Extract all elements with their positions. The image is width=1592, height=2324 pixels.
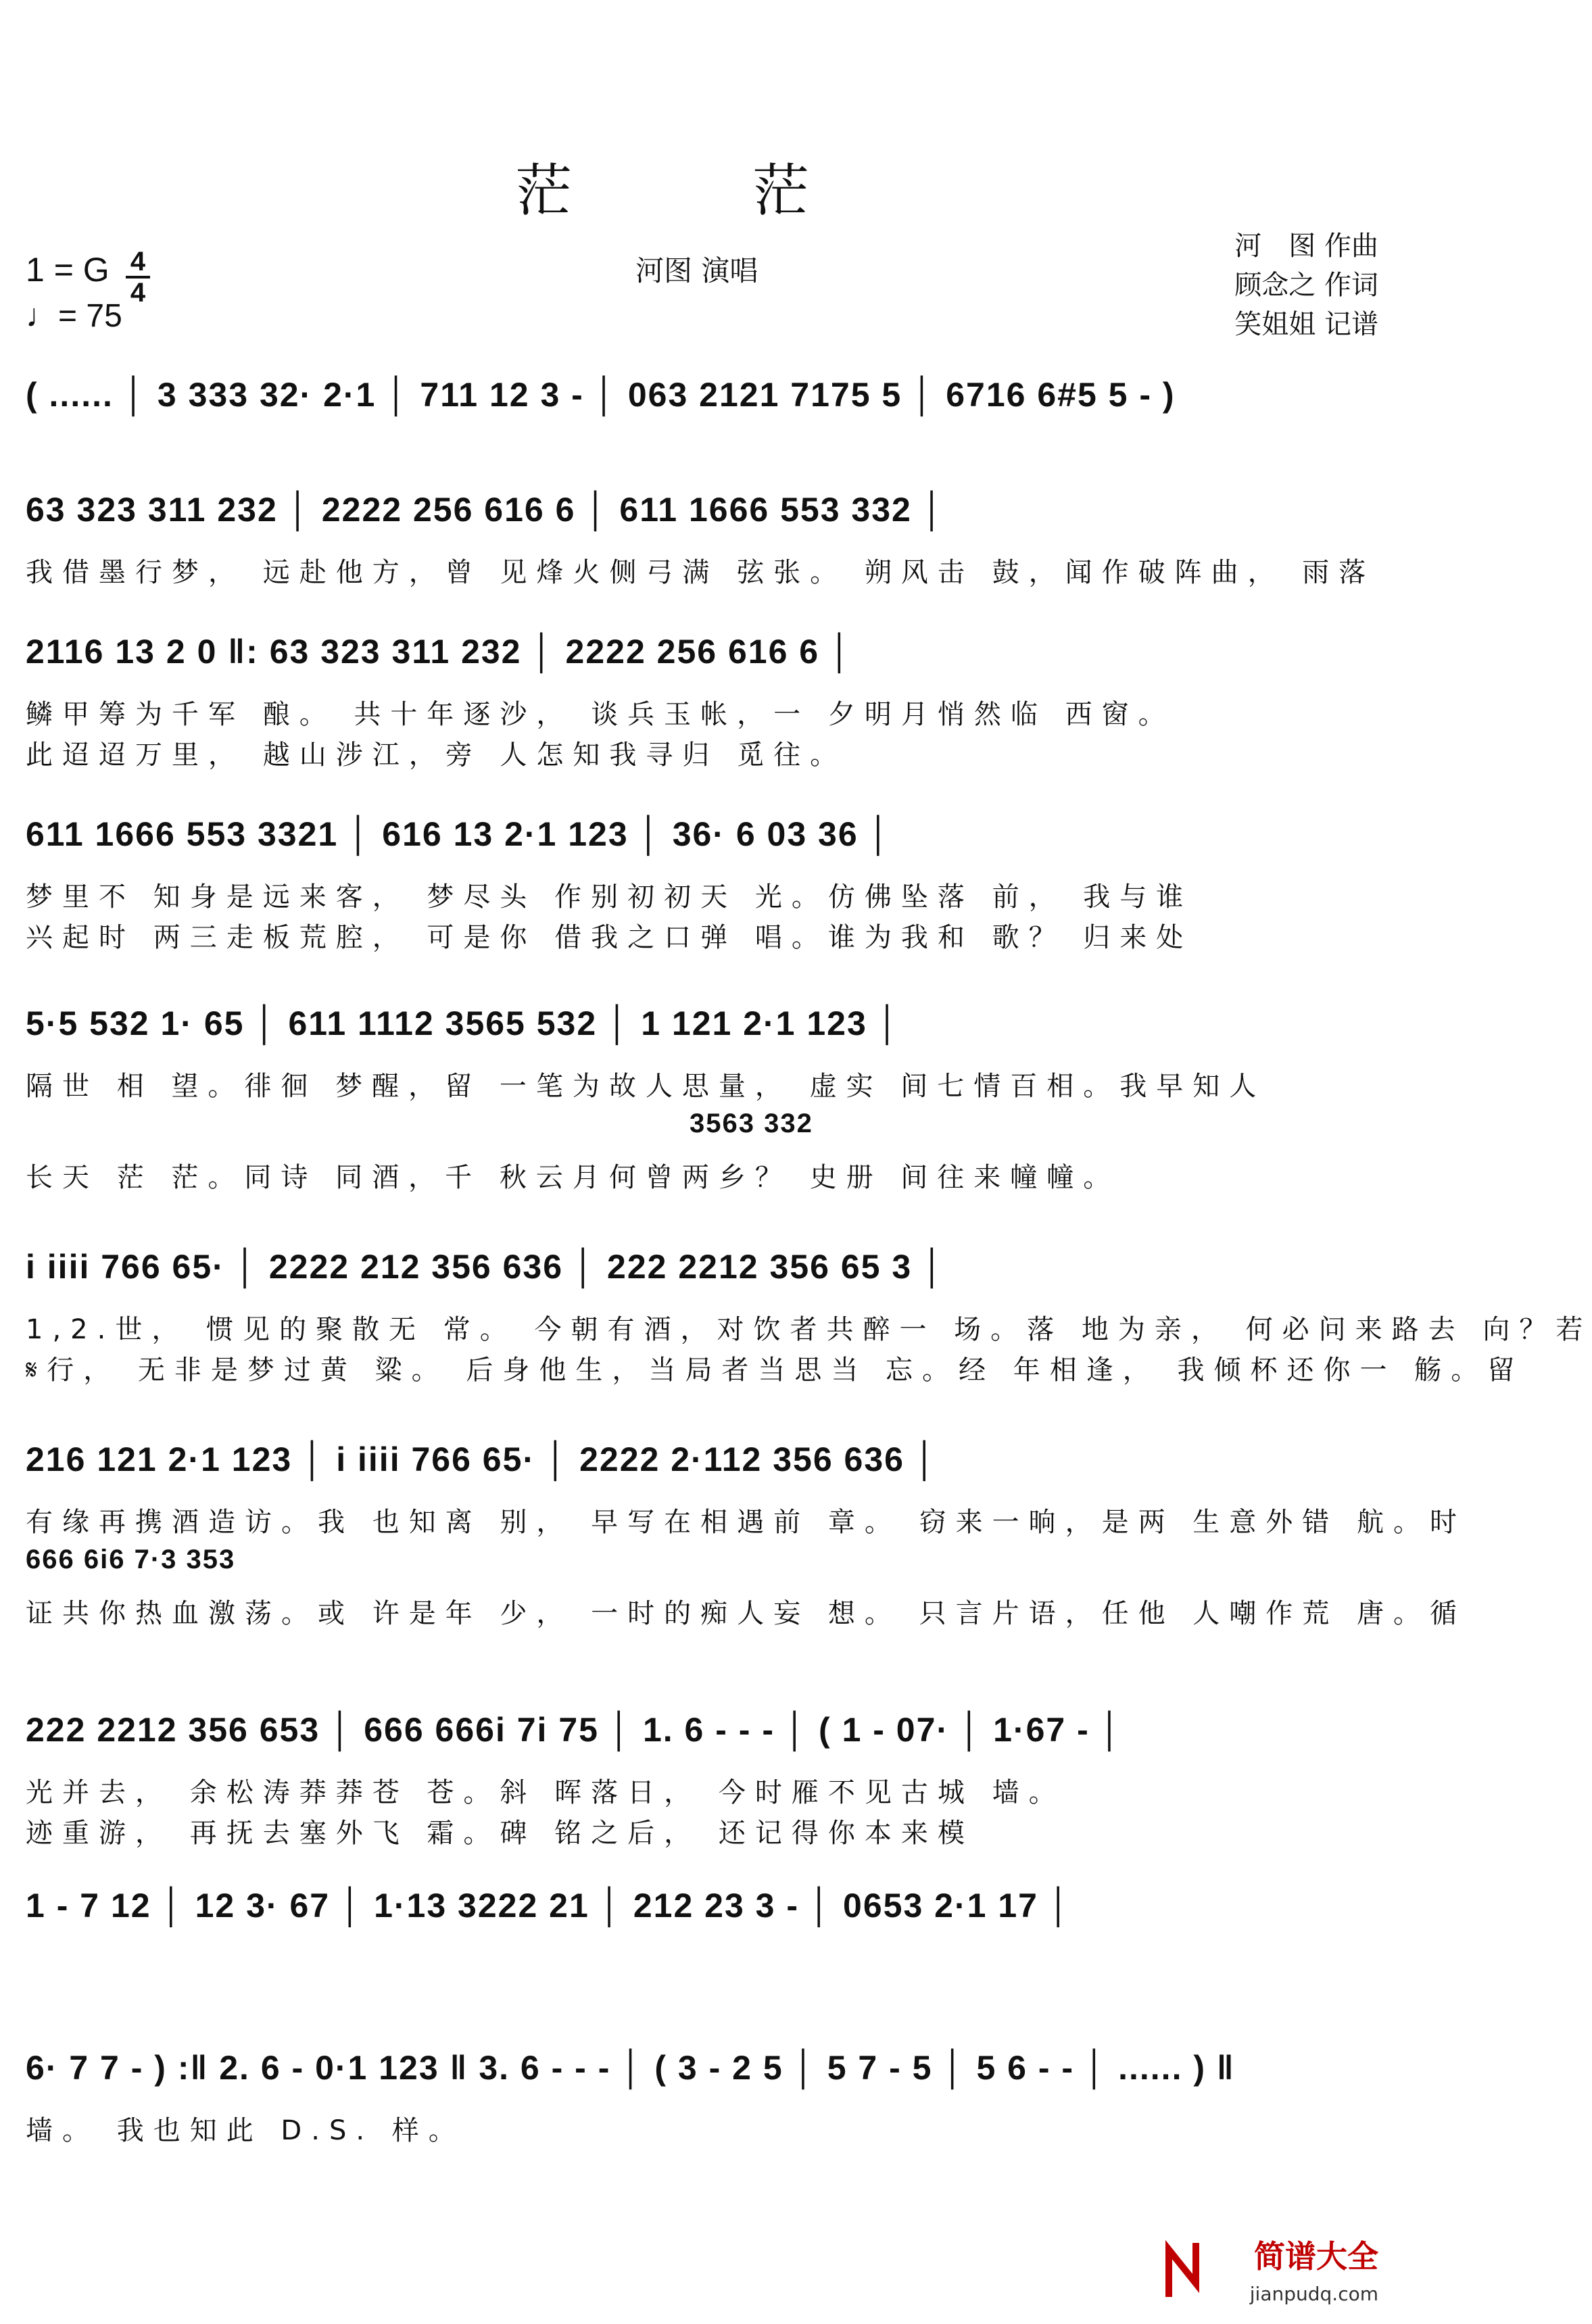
alt-notation-7: 666 6i6 7·3 353 [26,1545,236,1574]
notation-line-5: 5·5 532 1· 65 │ 611 1112 3565 532 │ 1 121 2·1 123 │ [26,1004,900,1042]
lyric-line-2a: 我借墨行梦， 远赴他方，曾 见烽火侧弓满 弦张。 朔风击 鼓，闻作破阵曲， 雨落 [26,557,1376,588]
lyric-line-5b: 长天 茫 茫。同诗 同酒，千 秋云月何曾两乡？ 史册 间往来幢幢。 [26,1162,1120,1193]
watermark-url: jianpudq.com [1249,2283,1378,2305]
key-signature: 1 = G [26,251,110,289]
notation-line-10: 6· 7 7 - ) :‖ 2. 6 - 0·1 123 ‖ 3. 6 - - - │ ( 3 - 2 5 │ 5 7 - 5 │ 5 6 - - │ ...... ) ‖ [26,2049,1235,2087]
lyric-line-8b: 迹重游， 再抚去塞外飞 霜。碑 铭之后， 还记得你本来模 [26,1818,974,1849]
lyric-line-3a: 鳞甲筹为千军 酿。 共十年逐沙， 谈兵玉帐，一 夕明月悄然临 西窗。 [26,699,1175,730]
time-signature [126,249,150,306]
transcriber-credit: 笑姐姐 记谱 [1234,309,1378,340]
lyric-line-4a: 梦里不 知身是远来客， 梦尽头 作别初初天 光。仿佛坠落 前， 我与谁 [26,881,1193,913]
time-top: 4 [130,247,146,276]
notation-line-9: 1 - 7 12 │ 12 3· 67 │ 1·13 3222 21 │ 212 23 3 - │ 0653 2·1 17 │ [26,1887,1072,1924]
notation-line-6: i iiii 766 65· │ 2222 212 356 636 │ 222 2212 356 65 3 │ [26,1248,946,1286]
lyric-line-7b: 证共你热血激荡。或 许是年 少， 一时的痴人妄 想。 只言片语，任他 人嘲作荒 唐。循 [26,1598,1467,1629]
music-note-icon [1155,2229,1236,2310]
alt-notation-5: 3563 332 [690,1109,813,1138]
lyricist-credit: 顾念之 作词 [1234,270,1378,301]
notation-line-8: 222 2212 356 653 │ 666 666i 7i 75 │ 1. 6 - - - │ ( 1 - 07· │ 1·67 - │ [26,1711,1123,1749]
song-title: 茫 茫 [515,158,890,224]
lyric-line-6b: 𝄋行， 无非是梦过黄 粱。 后身他生，当局者当思当 忘。经 年相逢， 我倾杯还你一 觞。留 [26,1355,1524,1386]
lyric-line-3b: 此迢迢万里， 越山涉江，旁 人怎知我寻归 觅往。 [26,740,847,771]
lyric-line-8a: 光并去， 余松涛莽莽苍 苍。斜 晖落日， 今时雁不见古城 墙。 [26,1777,1065,1808]
notation-line-2: 63 323 311 232 │ 2222 256 616 6 │ 611 1666 553 332 │ [26,491,945,529]
composer-credit: 河 图 作曲 [1234,231,1378,262]
time-bottom: 4 [130,278,146,308]
singer-credit: 河图 演唱 [635,254,758,287]
notation-line-7: 216 121 2·1 123 │ i iiii 766 65· │ 2222 2·112 356 636 │ [26,1441,938,1478]
lyric-line-10a: 墙。 我也知此 D.S. 样。 [26,2115,465,2146]
lyric-line-5a: 隔世 相 望。徘徊 梦醒，留 一笔为故人思量， 虚实 间七情百相。我早知人 [26,1071,1266,1102]
watermark-site: 简谱大全 [1254,2238,1378,2275]
lyric-line-7a: 有缘再携酒造访。我 也知离 别， 早写在相遇前 章。 窃来一晌，是两 生意外错 航。时 [26,1507,1467,1538]
notation-line-4: 611 1666 553 3321 │ 616 13 2·1 123 │ 36· 6 03 36 │ [26,815,892,853]
notation-line-3: 2116 13 2 0 ‖: 63 323 311 232 │ 2222 256 616 6 │ [26,633,853,671]
lyric-line-4b: 兴起时 两三走板荒腔， 可是你 借我之口弹 唱。谁为我和 歌？ 归来处 [26,922,1193,953]
credits [1234,226,1378,344]
notation-line-1: ( ...... │ 3 333 32· 2·1 │ 711 12 3 - │ 063 2121 7175 5 │ 6716 6#5 5 - ) [26,376,1176,414]
lyric-line-6a: 1,2.世， 惯见的聚散无 常。 今朝有酒，对饮者共醉一 场。落 地为亲， 何必问来路去 向？若 [26,1314,1592,1345]
tempo-marking: ♩= 75 [26,298,122,334]
